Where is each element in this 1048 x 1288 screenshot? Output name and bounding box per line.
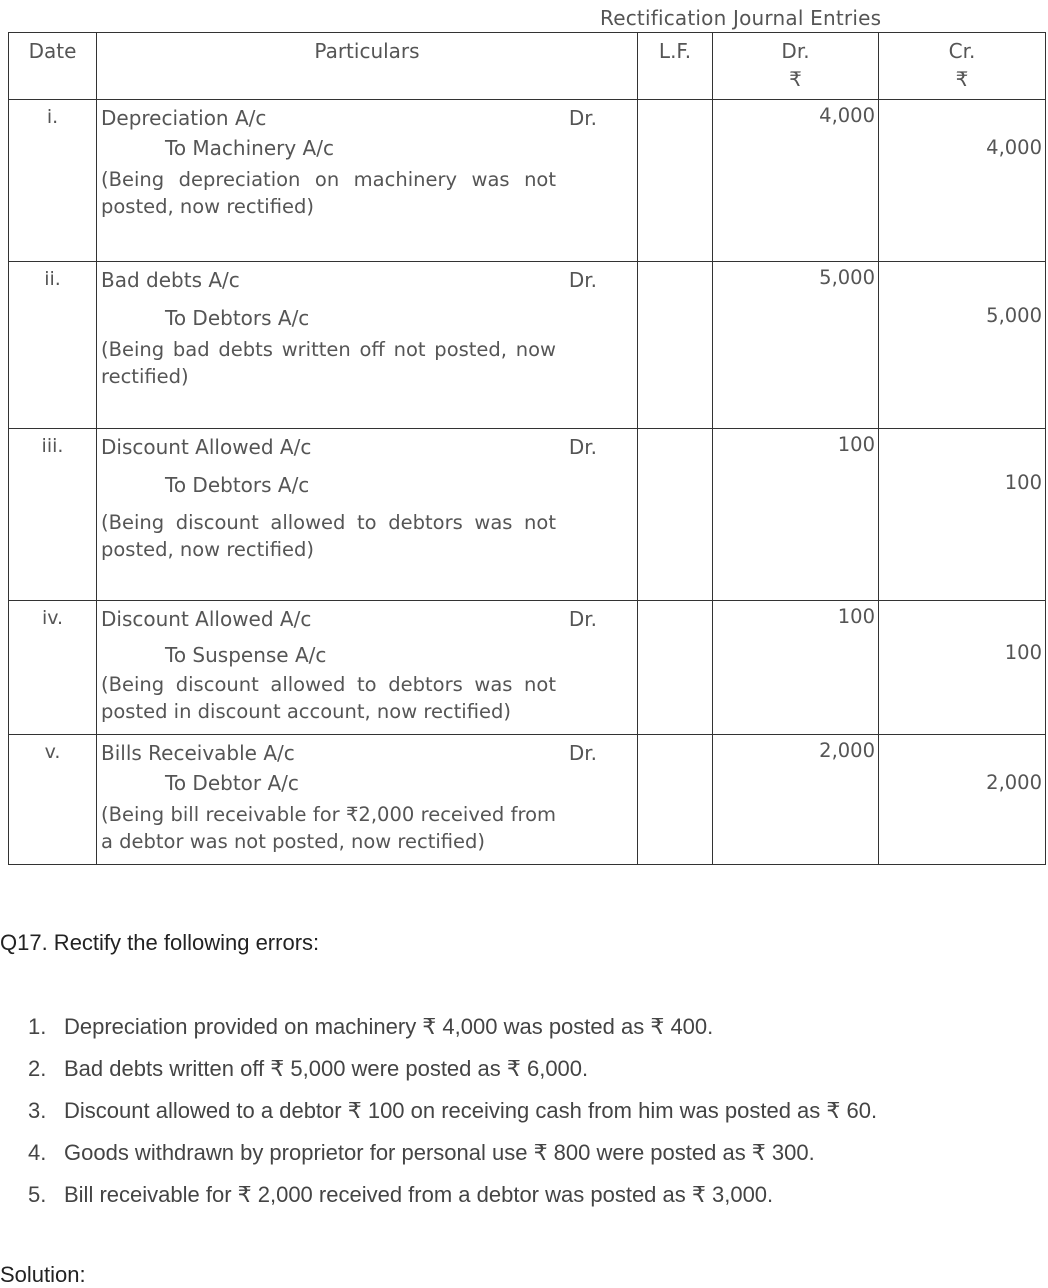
dr-marker: Dr.	[568, 268, 597, 292]
dr-amount: 2,000	[713, 735, 879, 865]
cr-amount: 5,000	[879, 262, 1046, 429]
list-item	[28, 1052, 877, 1094]
journal-table	[8, 32, 1046, 865]
list-item-text: Bad debts written off ₹ 5,000 were posted as ₹ 6,000.	[64, 1056, 589, 1081]
narration: (Being depreciation on machinery was not posted, now rectified)	[101, 168, 556, 218]
debit-account: Discount Allowed A/c	[101, 607, 312, 631]
dr-marker: Dr.	[568, 607, 597, 631]
dr-amount: 5,000	[713, 262, 879, 429]
credit-account: To Debtor A/c	[165, 771, 299, 795]
entry-particulars	[97, 601, 638, 735]
entry-lf	[638, 429, 713, 601]
header-dr-unit: ₹	[789, 67, 802, 91]
error-list	[28, 1010, 877, 1220]
list-item-number: 3.	[28, 1098, 47, 1123]
dr-amount: 4,000	[713, 100, 879, 262]
list-item-number: 2.	[28, 1056, 47, 1081]
header-dr-label: Dr.	[781, 39, 810, 63]
dr-amount: 100	[713, 429, 879, 601]
cr-amount: 100	[879, 429, 1046, 601]
narration: (Being discount allowed to debtors was not posted, now rectified)	[101, 511, 556, 561]
credit-account: To Debtors A/c	[165, 306, 310, 330]
header-date: Date	[9, 33, 97, 100]
list-item-text: Depreciation provided on machinery ₹ 4,000 was posted as ₹ 400.	[64, 1014, 714, 1039]
table-header-row	[9, 33, 1046, 100]
question-title: Q17. Rectify the following errors:	[0, 930, 320, 955]
entry-lf	[638, 100, 713, 262]
list-item	[28, 1094, 877, 1136]
list-item-number: 4.	[28, 1140, 47, 1165]
header-particulars: Particulars	[97, 33, 638, 100]
debit-account: Bills Receivable A/c	[101, 741, 295, 765]
header-cr-label: Cr.	[948, 39, 976, 63]
entry-date: ii.	[9, 262, 97, 429]
header-cr-unit: ₹	[955, 67, 969, 91]
header-dr	[713, 33, 879, 100]
list-item-text: Discount allowed to a debtor ₹ 100 on receiving cash from him was posted as ₹ 60.	[64, 1098, 878, 1123]
entry-lf	[638, 262, 713, 429]
cr-amount: 100	[879, 601, 1046, 735]
narration: (Being bad debts written off not posted, now rectified)	[101, 338, 556, 388]
entry-particulars	[97, 100, 638, 262]
dr-marker: Dr.	[568, 741, 597, 765]
debit-account: Discount Allowed A/c	[101, 435, 312, 459]
dr-marker: Dr.	[568, 435, 597, 459]
table-row	[9, 735, 1046, 865]
table-row	[9, 601, 1046, 735]
list-item	[28, 1010, 877, 1052]
narration: (Being bill receivable for ₹2,000 received from a debtor was not posted, now rectified)	[101, 803, 556, 853]
credit-account: To Suspense A/c	[165, 643, 327, 667]
entry-date: iii.	[9, 429, 97, 601]
entry-date: v.	[9, 735, 97, 865]
header-lf: L.F.	[638, 33, 713, 100]
entry-date: iv.	[9, 601, 97, 735]
table-row	[9, 262, 1046, 429]
entry-particulars	[97, 429, 638, 601]
list-item	[28, 1178, 877, 1220]
list-item-text: Goods withdrawn by proprietor for personal use ₹ 800 were posted as ₹ 300.	[64, 1140, 815, 1165]
entry-lf	[638, 735, 713, 865]
credit-account: To Machinery A/c	[165, 136, 334, 160]
table-caption: Rectification Journal Entries	[600, 6, 882, 30]
list-item-text: Bill receivable for ₹ 2,000 received from a debtor was posted as ₹ 3,000.	[64, 1182, 774, 1207]
narration: (Being discount allowed to debtors was not posted in discount account, now rectified)	[101, 673, 556, 723]
header-cr	[879, 33, 1046, 100]
table-row	[9, 100, 1046, 262]
table-row	[9, 429, 1046, 601]
debit-account: Bad debts A/c	[101, 268, 240, 292]
list-item	[28, 1136, 877, 1178]
dr-marker: Dr.	[568, 106, 597, 130]
credit-account: To Debtors A/c	[165, 473, 310, 497]
solution-label: Solution:	[0, 1262, 86, 1287]
entry-particulars	[97, 262, 638, 429]
list-item-number: 1.	[28, 1014, 47, 1039]
entry-date: i.	[9, 100, 97, 262]
entry-lf	[638, 601, 713, 735]
list-item-number: 5.	[28, 1182, 47, 1207]
cr-amount: 4,000	[879, 100, 1046, 262]
entry-particulars	[97, 735, 638, 865]
debit-account: Depreciation A/c	[101, 106, 267, 130]
cr-amount: 2,000	[879, 735, 1046, 865]
dr-amount: 100	[713, 601, 879, 735]
